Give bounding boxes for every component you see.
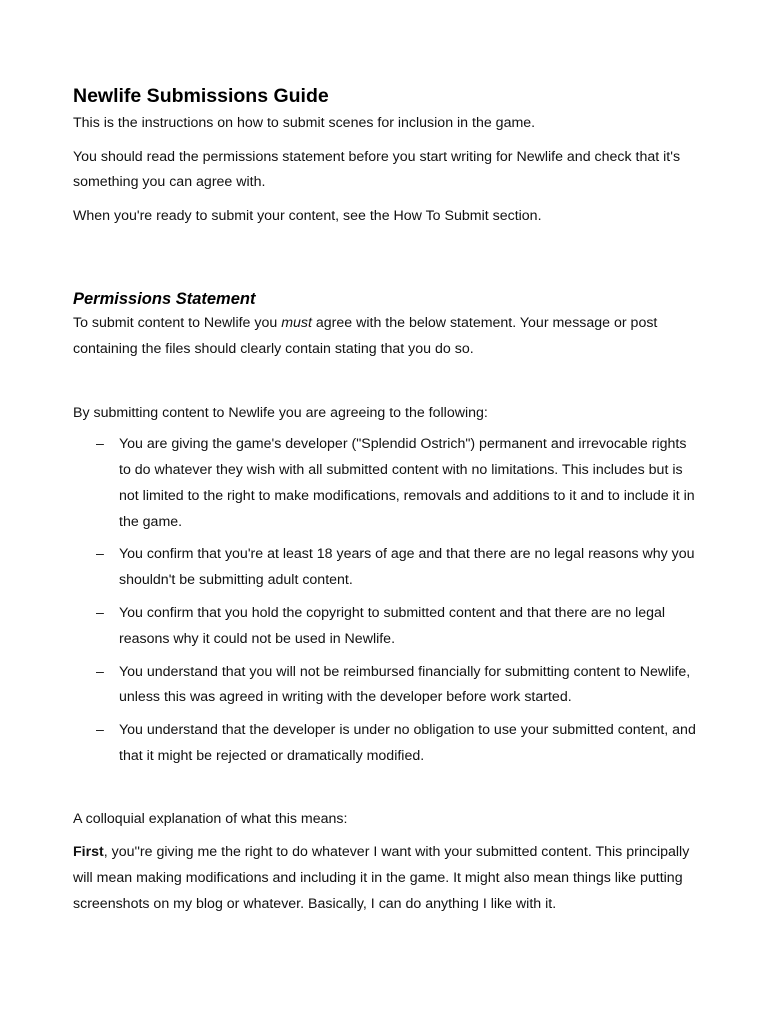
first-explanation-paragraph: [73, 840, 698, 917]
list-item: [73, 660, 698, 712]
dash-bullet-icon: –: [96, 663, 104, 680]
dash-bullet-icon: –: [96, 436, 104, 453]
permissions-text-end: agree with the below statement. Your message or post containing the files should clearly contain stating that you do so.: [73, 315, 658, 357]
colloquial-heading: A colloquial explanation of what this means:: [73, 810, 348, 827]
list-item-text: You are giving the game's developer ("Splendid Ostrich") permanent and irrevocable rights to do whatever they wish with all submitted content with no limitations. This includes but is not limited to the right to make modifications, removals and additions to it and to include it in the game.: [119, 436, 695, 530]
dash-bullet-icon: –: [96, 546, 104, 563]
dash-bullet-icon: –: [96, 722, 104, 739]
permissions-emphasis: must: [281, 315, 312, 332]
intro-paragraph-2: You should read the permissions statement before you start writing for Newlife and check that it's something you can agree with.: [73, 148, 681, 191]
first-explanation-text: , you''re giving me the right to do whatever I want with your submitted content. This principally will mean making modifications and including it in the game. It might also mean things like putting screenshots on my blog or whatever. Basically, I can do anything I like with it.: [73, 844, 690, 912]
agreement-list: [73, 432, 698, 770]
agreement-lead-in: By submitting content to Newlife you are agreeing to the following:: [73, 404, 488, 421]
list-item: [73, 718, 698, 770]
document-title: Newlife Submissions Guide: [73, 85, 329, 107]
list-item-text: You understand that you will not be reimbursed financially for submitting content to Newlife, unless this was agreed in writing with the developer before work started.: [119, 663, 691, 706]
permissions-paragraph: [73, 311, 698, 362]
list-item-text: You confirm that you hold the copyright to submitted content and that there are no legal reasons why it could not be used in Newlife.: [119, 604, 666, 647]
document-page: [73, 84, 698, 917]
intro-paragraph-3: When you're ready to submit your content, see the How To Submit section.: [73, 207, 542, 224]
list-item: [73, 601, 698, 653]
list-item: [73, 432, 698, 535]
permissions-heading: Permissions Statement: [73, 290, 256, 309]
list-item: [73, 542, 698, 594]
list-item-text: You confirm that you're at least 18 years of age and that there are no legal reasons why you shouldn't be submitting adult content.: [119, 546, 695, 589]
intro-paragraph-1: This is the instructions on how to submit scenes for inclusion in the game.: [73, 115, 536, 131]
list-item-text: You understand that the developer is under no obligation to use your submitted content, and that it might be rejected or dramatically modified.: [119, 722, 696, 764]
dash-bullet-icon: –: [96, 604, 104, 621]
permissions-text-start: To submit content to Newlife you: [73, 315, 282, 332]
first-label: First: [73, 844, 104, 861]
